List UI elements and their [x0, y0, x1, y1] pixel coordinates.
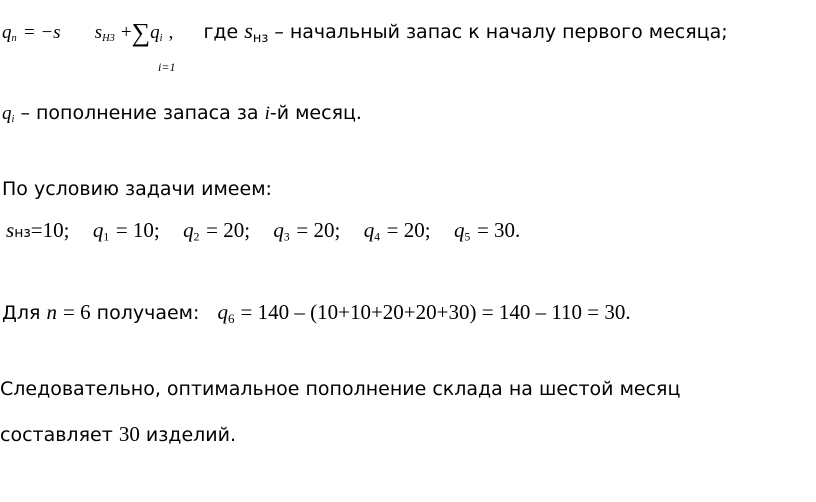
formula-n-sub: n	[11, 33, 17, 45]
value-q5-val: = 30.	[476, 218, 521, 242]
formula-comma: ,	[168, 22, 174, 43]
value-q1-val: = 10;	[115, 218, 160, 242]
value-s-sub: нз	[14, 225, 31, 241]
formula-lower-row	[96, 56, 218, 75]
where-text: где	[203, 21, 239, 43]
qi-text2: -й месяц.	[269, 102, 362, 124]
value-s-val: =10;	[30, 218, 70, 242]
value-q1: q	[92, 218, 104, 242]
conclusion-line-1: Следовательно, оптимальное пополнение склада на шестой месяц	[0, 378, 681, 400]
conclusion-text2: изделий.	[145, 424, 237, 446]
formula-q: q	[2, 22, 12, 43]
qi-definition-line	[2, 104, 362, 126]
value-q5-sub: 5	[464, 231, 471, 244]
formula-i-sub: i	[159, 33, 163, 45]
n6-q-sub: 6	[227, 310, 235, 326]
n6-eq6: = 6	[63, 300, 91, 324]
value-q3-sub: 3	[283, 231, 290, 244]
n6-prefix: Для	[2, 302, 41, 324]
value-q3: q	[273, 218, 284, 242]
conclusion-number: 30	[118, 422, 140, 446]
value-q4: q	[363, 218, 375, 242]
conclusion-text1: составляет	[0, 424, 113, 446]
qi-i-italic: i	[264, 103, 270, 124]
n6-n: n	[46, 300, 57, 324]
value-q2-val: = 20;	[206, 218, 251, 242]
value-q3-val: = 20;	[296, 218, 341, 242]
qi-text1: – пополнение запаса за	[20, 102, 259, 124]
n6-text: получаем:	[96, 302, 200, 324]
where-s-nz-sub: нз	[252, 30, 269, 46]
values-line	[6, 220, 520, 244]
n6-expression: = 140 – (10+10+20+20+30) = 140 – 110 = 30.	[240, 300, 631, 324]
formula-s-nz-sub: Н3	[102, 33, 115, 45]
value-q4-sub: 4	[374, 231, 380, 244]
formula-s-nz: s	[94, 22, 103, 43]
sum-lower-limit: i=1	[158, 60, 176, 74]
formula-q-i: q	[150, 22, 160, 43]
value-q1-sub: 1	[103, 231, 110, 244]
where-s-nz: s	[244, 18, 253, 43]
value-q2-sub: 2	[193, 231, 200, 244]
condition-line: По условию задачи имеем:	[2, 178, 272, 200]
n6-q: q	[217, 300, 228, 324]
where-description: – начальный запас к началу первого месяца;	[274, 21, 728, 43]
formula-line	[2, 20, 728, 46]
value-q2: q	[183, 218, 194, 242]
n6-line	[2, 302, 631, 325]
value-q4-val: = 20;	[386, 218, 431, 242]
formula-plus: +	[120, 22, 132, 43]
qi-q: q	[2, 103, 12, 124]
value-q5: q	[453, 218, 465, 242]
sum-sigma-icon: ∑	[131, 18, 151, 47]
qi-i-sub: i	[11, 114, 15, 126]
value-s: s	[6, 218, 15, 242]
formula-eq-minus-s: = −s	[22, 22, 61, 43]
conclusion-line-2	[0, 424, 236, 445]
